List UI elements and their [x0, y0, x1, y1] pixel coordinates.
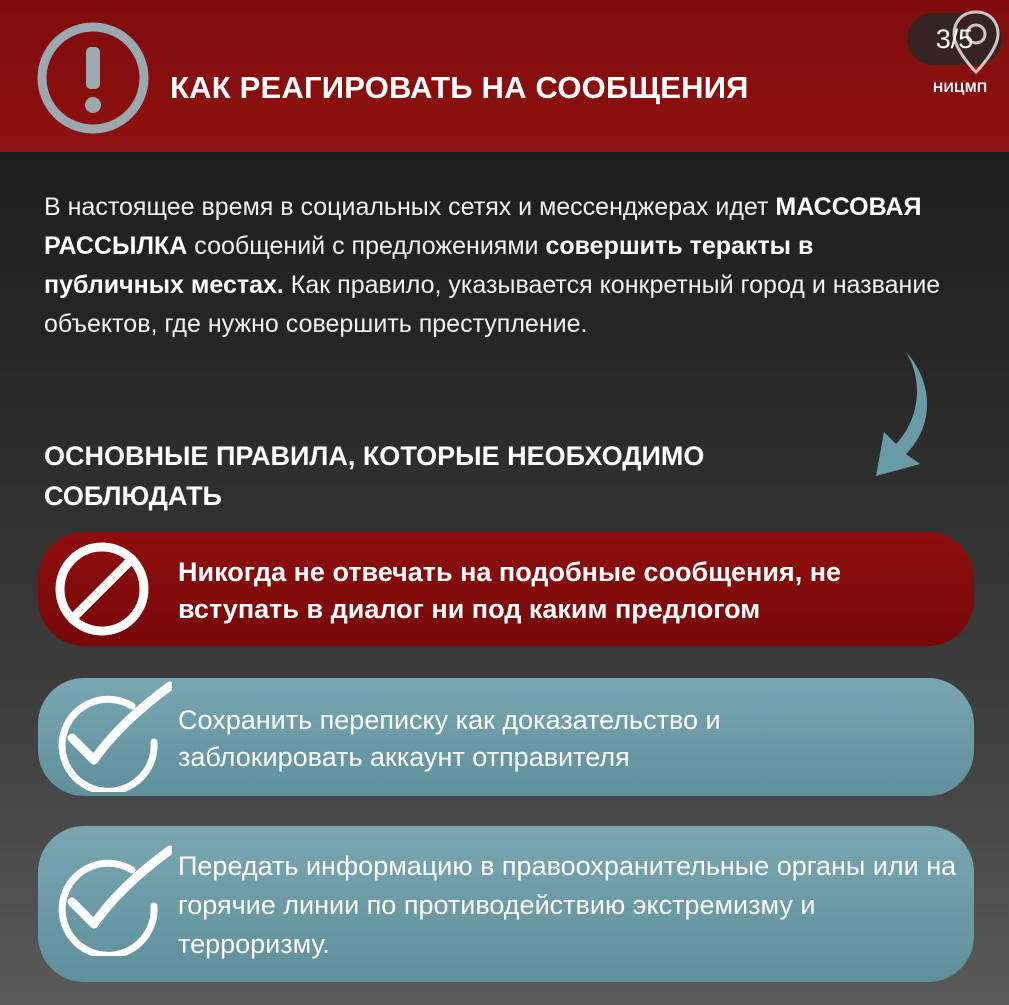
page-title: КАК РЕАГИРОВАТЬ НА СООБЩЕНИЯ — [170, 70, 749, 105]
prohibited-icon — [50, 537, 154, 641]
rule-card-save-block — [38, 678, 974, 796]
rules-heading: ОСНОВНЫЕ ПРАВИЛА, КОТОРЫЕ НЕОБХОДИМО СОБЛЮДАТЬ — [44, 441, 705, 511]
slide-counter: 3/5 — [907, 13, 1002, 65]
exclamation-circle-icon — [35, 20, 151, 136]
rule-text-report: Передать информацию в правоохранительные органы или на горячие линии по противодействию экстремизму и терроризму. — [178, 851, 957, 959]
header-banner — [0, 0, 1009, 152]
intro-text-1: В настоящее время в социальных сетях и мессенджерах идет — [44, 193, 776, 221]
checkmark-icon — [48, 844, 172, 956]
rule-text-save-block: Сохранить переписку как доказательство и заблокировать аккаунт отправителя — [178, 705, 721, 772]
location-pin-icon — [948, 8, 1004, 76]
rule-card-report — [38, 826, 974, 982]
rule-text-no-reply: Никогда не отвечать на подобные сообщения, не вступать в диалог ни под каким предлогом — [178, 557, 842, 624]
intro-bold-1: МАССОВАЯ РАССЫЛКА — [44, 193, 922, 260]
rule-card-no-reply — [38, 532, 974, 646]
intro-text-2: сообщений с предложениями — [187, 232, 546, 260]
logo-text: НИЦМП — [933, 79, 988, 95]
checkmark-icon — [48, 680, 172, 792]
intro-paragraph — [44, 188, 944, 344]
intro-text-3: Как правило, указывается конкретный город и название объектов, где нужно совершить преступление. — [44, 271, 941, 338]
intro-bold-2: совершить теракты в публичных местах. — [44, 232, 814, 299]
